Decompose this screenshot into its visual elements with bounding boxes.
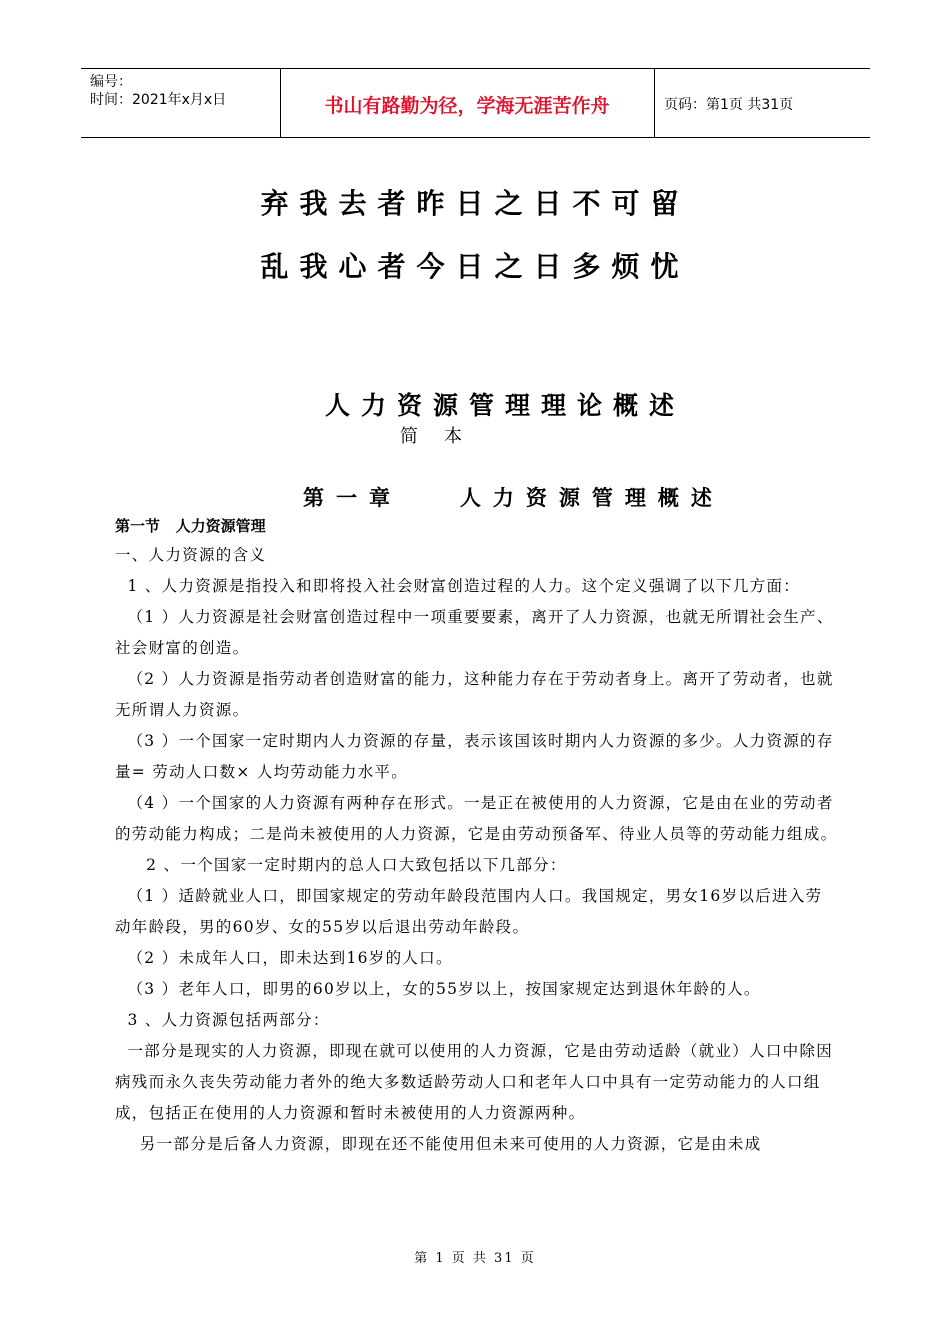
paragraph: 2 、一个国家一定时期内的总人口大致包括以下几部分： (115, 856, 567, 874)
time-label: 时间：2021年x月x日 (90, 92, 227, 108)
paragraph: （3 ）一个国家一定时期内人力资源的存量，表示该国该时期内人力资源的多少。人力资源的存量= 劳动人口数× 人均劳动能力水平。 (115, 732, 834, 781)
slogan-line-1: 弃我去者昨日之日不可留 (260, 187, 690, 220)
header-table (81, 68, 870, 138)
document-subtitle: 简本 (400, 426, 488, 447)
body-text (115, 540, 838, 1160)
paragraph: （1 ）适龄就业人口，即国家规定的劳动年龄段范围内人口。我国规定，男女16岁以后进入劳动年龄段，男的60岁、女的55岁以后退出劳动年龄段。 (115, 887, 823, 936)
paragraph: （3 ）老年人口，即男的60岁以上，女的55岁以上，按国家规定达到退休年龄的人。 (115, 980, 761, 998)
section-heading: 第一节 人力资源管理 (115, 517, 266, 535)
paragraph: （4 ）一个国家的人力资源有两种存在形式。一是正在被使用的人力资源，它是由在业的劳动者的劳动能力构成；二是尚未被使用的人力资源，它是由劳动预备军、待业人员等的劳动能力组成。 (115, 794, 838, 843)
header-left-cell (90, 73, 226, 109)
paragraph: 一部分是现实的人力资源，即现在就可以使用的人力资源，它是由劳动适龄（就业）人口中除因病残而永久丧失劳动能力者外的绝大多数适龄劳动人口和老年人口中具有一定劳动能力的人口组成，包括正在使用的人力资源和暂时未被使用的人力资源两种。 (115, 1042, 834, 1122)
paragraph: 另一部分是后备人力资源，即现在还不能使用但未来可使用的人力资源，它是由未成 (115, 1135, 762, 1153)
header-page-info: 页码：第1页 共31页 (664, 97, 794, 113)
paragraph: 1 、人力资源是指投入和即将投入社会财富创造过程的人力。这个定义强调了以下几方面： (115, 577, 801, 595)
page-footer: 第 1 页 共 31 页 (414, 1251, 536, 1266)
paragraph: 3 、人力资源包括两部分： (115, 1011, 330, 1029)
paragraph: （2 ）人力资源是指劳动者创造财富的能力，这种能力存在于劳动者身上。离开了劳动者，也就无所谓人力资源。 (115, 670, 834, 719)
chapter-heading: 第一章 人力资源管理概述 (303, 486, 724, 510)
number-label: 编号： (90, 74, 132, 90)
header-motto: 书山有路勤为径，学海无涯苦作舟 (324, 95, 610, 117)
paragraph: 一、人力资源的含义 (115, 546, 267, 564)
paragraph: （2 ）未成年人口，即未达到16岁的人口。 (115, 949, 453, 967)
paragraph: （1 ）人力资源是社会财富创造过程中一项重要要素，离开了人力资源，也就无所谓社会生产、社会财富的创造。 (115, 608, 834, 657)
document-title: 人力资源管理理论概述 (324, 391, 685, 420)
slogan-line-2: 乱我心者今日之日多烦忧 (260, 250, 690, 283)
header-divider (654, 69, 655, 137)
